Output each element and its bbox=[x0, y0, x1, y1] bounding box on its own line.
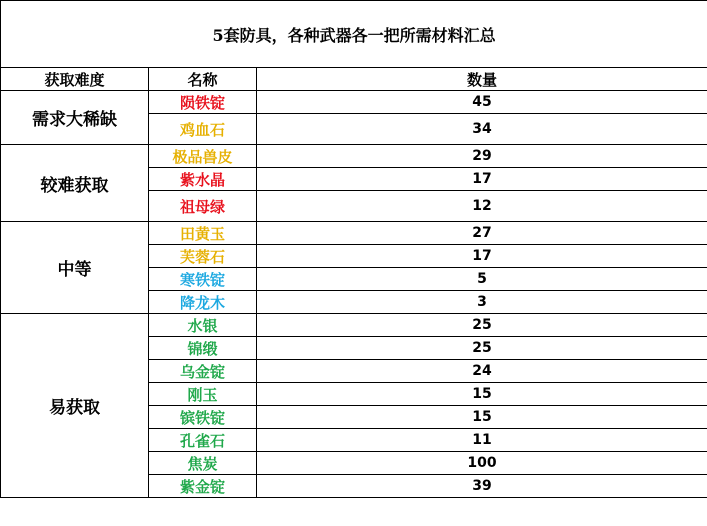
quantity-cell: 15 bbox=[257, 406, 707, 429]
material-name-cell: 极品兽皮 bbox=[149, 145, 257, 168]
quantity-cell: 17 bbox=[257, 168, 707, 191]
difficulty-cell: 需求大稀缺 bbox=[1, 91, 149, 145]
table-row bbox=[1, 145, 707, 168]
quantity-cell: 12 bbox=[257, 191, 707, 222]
material-name-cell: 乌金锭 bbox=[149, 360, 257, 383]
header-difficulty: 获取难度 bbox=[1, 68, 149, 91]
quantity-cell: 29 bbox=[257, 145, 707, 168]
quantity-cell: 27 bbox=[257, 222, 707, 245]
material-name-cell: 鸡血石 bbox=[149, 114, 257, 145]
material-name-cell: 降龙木 bbox=[149, 291, 257, 314]
difficulty-cell: 易获取 bbox=[1, 314, 149, 498]
quantity-cell: 25 bbox=[257, 314, 707, 337]
quantity-cell: 5 bbox=[257, 268, 707, 291]
material-name-cell: 芙蓉石 bbox=[149, 245, 257, 268]
material-name-cell: 刚玉 bbox=[149, 383, 257, 406]
quantity-cell: 24 bbox=[257, 360, 707, 383]
header-quantity: 数量 bbox=[257, 68, 707, 91]
material-name-cell: 寒铁锭 bbox=[149, 268, 257, 291]
difficulty-cell: 较难获取 bbox=[1, 145, 149, 222]
header-name: 名称 bbox=[149, 68, 257, 91]
quantity-cell: 3 bbox=[257, 291, 707, 314]
table-row bbox=[1, 314, 707, 337]
quantity-cell: 15 bbox=[257, 383, 707, 406]
material-name-cell: 田黄玉 bbox=[149, 222, 257, 245]
material-name-cell: 焦炭 bbox=[149, 452, 257, 475]
material-name-cell: 孔雀石 bbox=[149, 429, 257, 452]
quantity-cell: 34 bbox=[257, 114, 707, 145]
material-name-cell: 紫水晶 bbox=[149, 168, 257, 191]
material-name-cell: 镔铁锭 bbox=[149, 406, 257, 429]
difficulty-cell: 中等 bbox=[1, 222, 149, 314]
quantity-cell: 25 bbox=[257, 337, 707, 360]
quantity-cell: 45 bbox=[257, 91, 707, 114]
table-row bbox=[1, 222, 707, 245]
quantity-cell: 17 bbox=[257, 245, 707, 268]
material-name-cell: 陨铁锭 bbox=[149, 91, 257, 114]
material-name-cell: 紫金锭 bbox=[149, 475, 257, 498]
material-name-cell: 锦缎 bbox=[149, 337, 257, 360]
quantity-cell: 100 bbox=[257, 452, 707, 475]
table-row bbox=[1, 91, 707, 114]
quantity-cell: 39 bbox=[257, 475, 707, 498]
material-name-cell: 水银 bbox=[149, 314, 257, 337]
material-name-cell: 祖母绿 bbox=[149, 191, 257, 222]
quantity-cell: 11 bbox=[257, 429, 707, 452]
table-title: 5套防具，各种武器各一把所需材料汇总 bbox=[1, 1, 707, 68]
